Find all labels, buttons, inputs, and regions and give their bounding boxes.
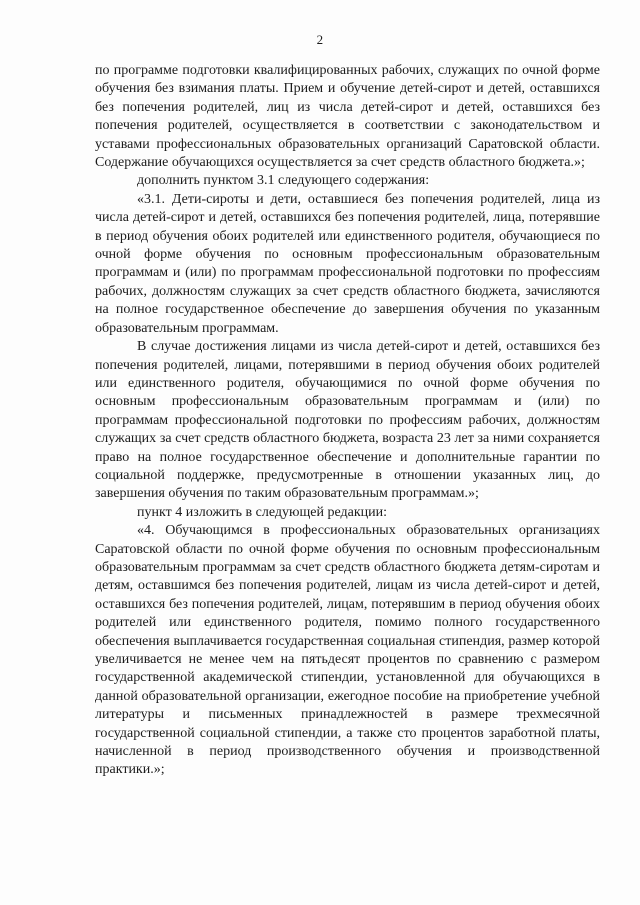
paragraph-amendment-3-1-intro: дополнить пунктом 3.1 следующего содержания: [137,173,430,189]
paragraph-clause-3-1-age-23: В случае достижения лицами из числа детей-сирот и детей, оставшихся без попечения родителей, лицами, потерявшими в период обучения обоих родителей или единственного родителя, обучающимися по очной форме обучения по основным профессиональным образовательным программам и (или) по программам профессиональной подготовки по профессиям рабочих, должностям служащих за счет средств областного бюджета, возраста 23 лет за ними сохраняется право на полное государственное обеспечение и дополнительные гарантии по социальной поддержке, предусмотренные в отношении указанных лиц, до завершения обучения по таким образовательным программам.»; [95,339,600,502]
paragraph-amendment-4-intro: пункт 4 изложить в следующей редакции: [137,504,387,520]
page-number: 2 [316,32,324,47]
document-body [95,62,600,780]
paragraph-clause-3-1: «3.1. Дети-сироты и дети, оставшиеся без попечения родителей, лица из числа детей-сирот и детей, оставшихся без попечения родителей, лица, потерявшие в период обучения обоих родителей или единственного родителя, обучающиеся по очной форме обучения по основным профессиональным образовательным программам и (или) по программам профессиональной подготовки по профессиям рабочих, должностям служащих за счет средств областного бюджета, зачисляются на полное государственное обеспечение до завершения обучения по указанным образовательным программам. [95,191,600,336]
paragraph-continuation: по программе подготовки квалифицированных рабочих, служащих по очной форме обучения без взимания платы. Прием и обучение детей-сирот и детей, оставшихся без попечения родителей, лиц из числа детей-сирот и детей, оставшихся без попечения родителей, осуществляется в соответствии с законодательством и уставами профессиональных образовательных организаций Саратовской области. Содержание обучающихся осуществляется за счет средств областного бюджета.»; [95,63,600,171]
paragraph-clause-4: «4. Обучающимся в профессиональных образовательных организациях Саратовской области по очной форме обучения по основным профессиональным образовательным программам за счет средств областного бюджета детям-сиротам и детям, оставшимся без попечения родителей, лицам из числа детей-сирот и детей, оставшихся без попечения родителей, лицам, потерявшим в период обучения обоих родителей или единственного родителя, помимо полного государственного обеспечения выплачивается государственная социальная стипендия, размер которой увеличивается не менее чем на пятьдесят процентов по сравнению с размером государственной академической стипендии, установленной для обучающихся в данной образовательной организации, ежегодное пособие на приобретение учебной литературы и письменных принадлежностей в размере трехмесячной государственной социальной стипендии, а также сто процентов заработной платы, начисленной в период производственного обучения и производственной практики.»; [95,523,600,778]
